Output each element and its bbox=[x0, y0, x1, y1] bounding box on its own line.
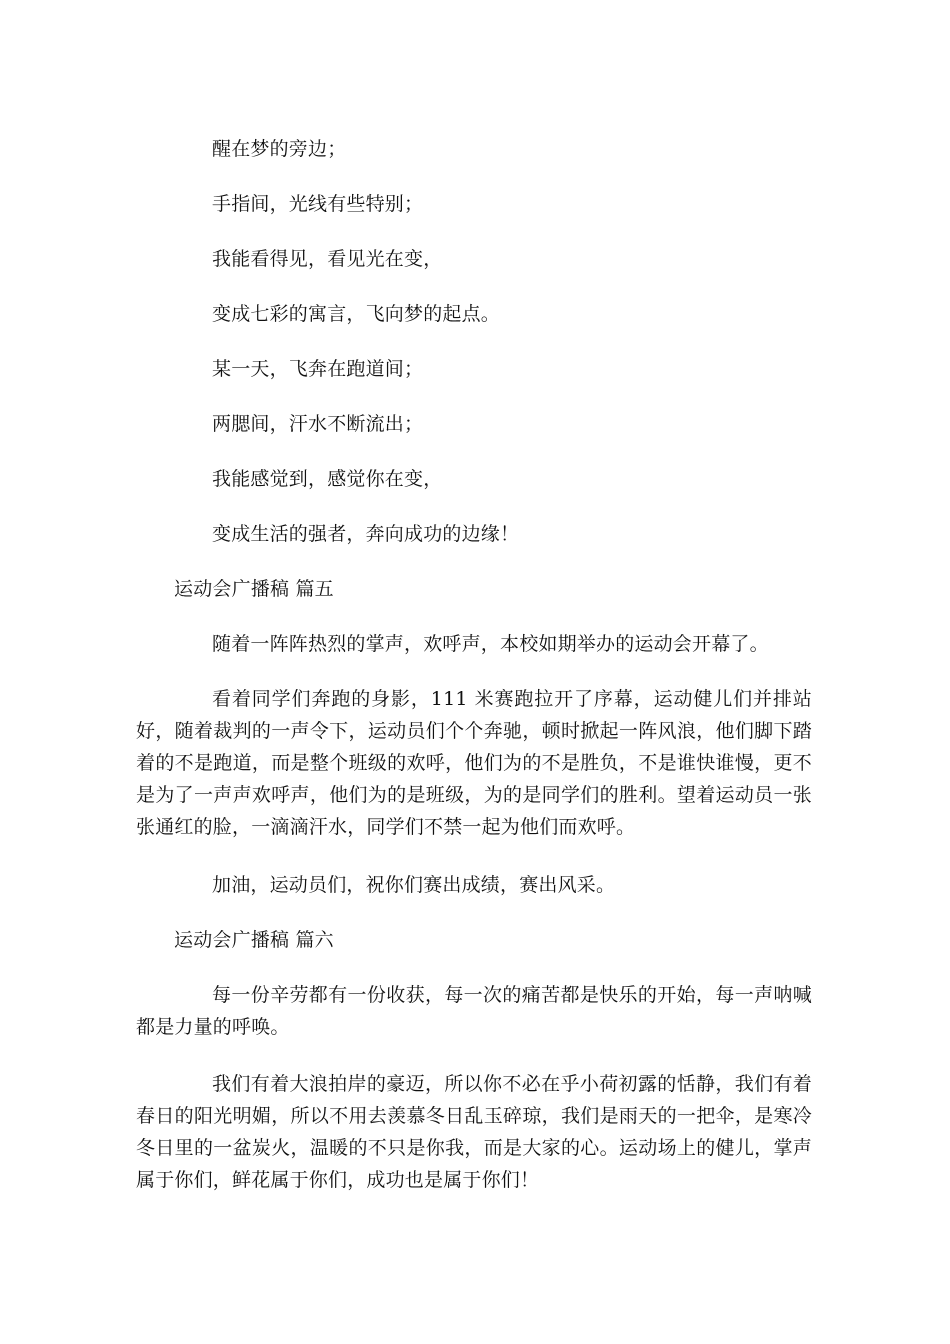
section5-paragraph-1: 随着一阵阵热烈的掌声，欢呼声，本校如期举办的运动会开幕了。 bbox=[212, 633, 769, 655]
verse-line-1: 醒在梦的旁边； bbox=[212, 138, 347, 160]
verse-line-2: 手指间，光线有些特别； bbox=[212, 193, 424, 215]
verse-line-6: 两腮间，汗水不断流出； bbox=[212, 413, 424, 435]
section5-paragraph-2: 看着同学们奔跑的身影，111 米赛跑拉开了序幕，运动健儿们并排站好，随着裁判的一声令下，运动员们个个奔驰，顿时掀起一阵风浪，他们脚下踏着的不是跑道，而是整个班级的欢呼，他们为的不是胜负，不是谁快谁慢，更不是为了一声声欢呼声，他们为的是班级，为的是同学们的胜利。望着运动员一张张通红的脸，一滴滴汗水，同学们不禁一起为他们而欢呼。 bbox=[136, 688, 812, 838]
section6-paragraph-2: 我们有着大浪拍岸的豪迈，所以你不必在乎小荷初露的恬静，我们有着春日的阳光明媚，所以不用去羡慕冬日乱玉碎琼，我们是雨天的一把伞，是寒冷冬日里的一盆炭火，温暖的不只是你我，而是大家的心。运动场上的健儿，掌声属于你们，鲜花属于你们，成功也是属于你们！ bbox=[136, 1073, 812, 1191]
verse-line-8: 变成生活的强者，奔向成功的边缘！ bbox=[212, 523, 520, 545]
section-heading-5: 运动会广播稿 篇五 bbox=[174, 578, 334, 600]
verse-line-4: 变成七彩的寓言，飞向梦的起点。 bbox=[212, 303, 501, 325]
verse-line-5: 某一天，飞奔在跑道间； bbox=[212, 358, 424, 380]
section6-paragraph-1: 每一份辛劳都有一份收获，每一次的痛苦都是快乐的开始，每一声呐喊都是力量的呼唤。 bbox=[136, 984, 812, 1038]
section5-paragraph-3: 加油，运动员们，祝你们赛出成绩，赛出风采。 bbox=[212, 874, 616, 896]
verse-line-3: 我能看得见，看见光在变， bbox=[212, 248, 443, 270]
section-heading-6: 运动会广播稿 篇六 bbox=[174, 929, 334, 951]
verse-line-7: 我能感觉到，感觉你在变， bbox=[212, 468, 443, 490]
